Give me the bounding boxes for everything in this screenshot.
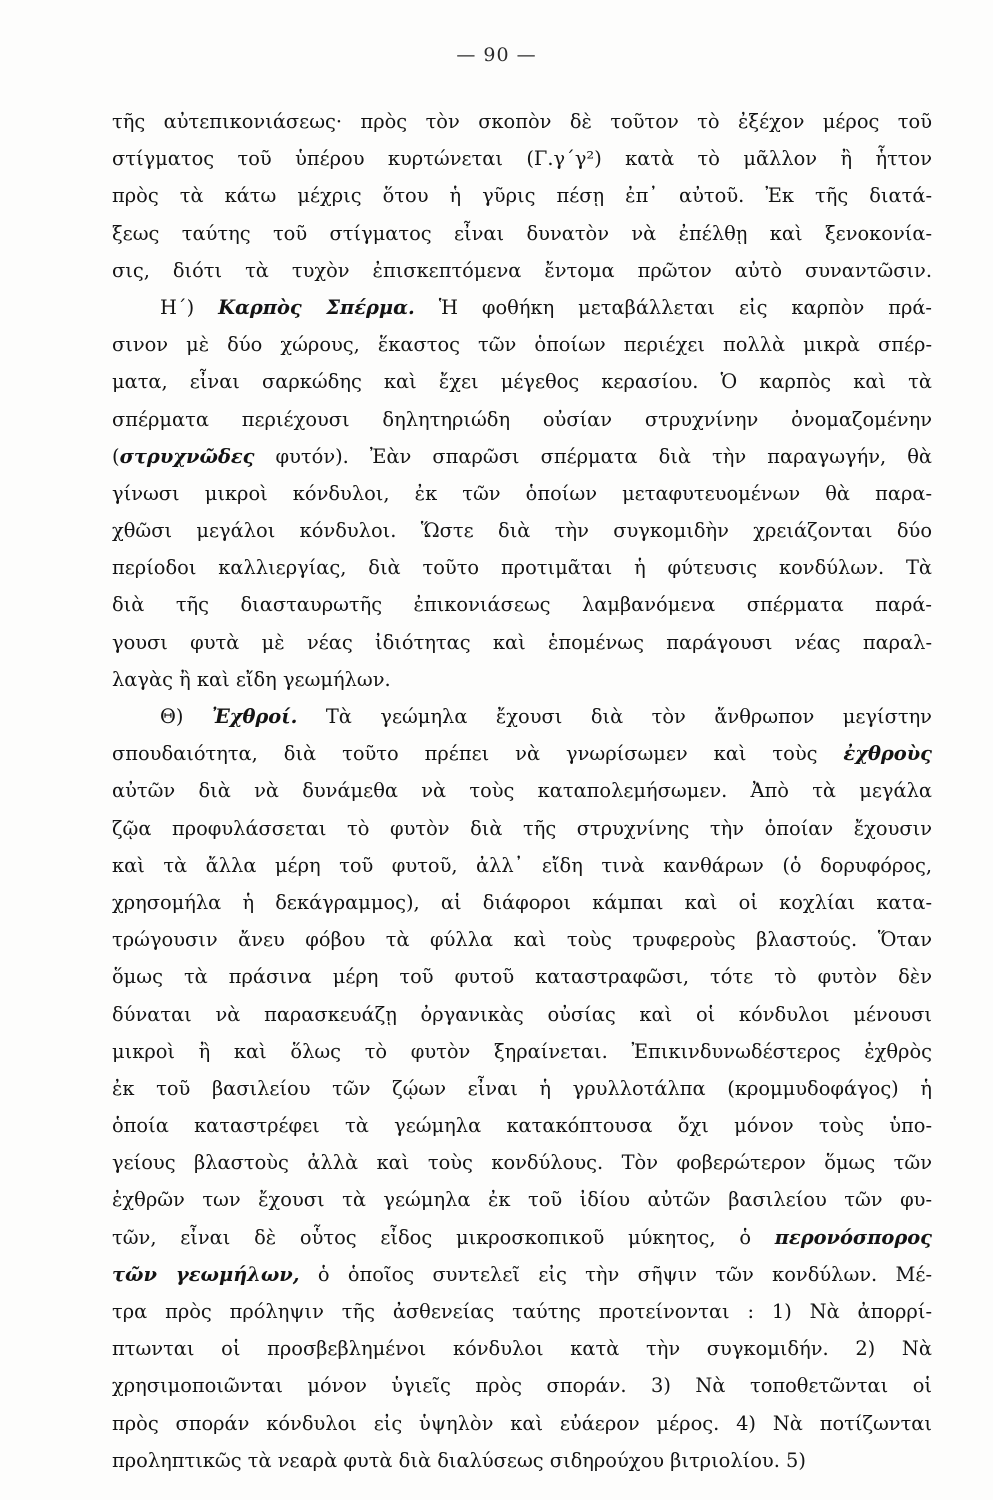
text-run: (	[112, 444, 120, 468]
text-run: ὁποία καταστρέφει τὰ γεώμηλα κατακόπτουσα ὄχι μόνον τοὺς ὑπο-	[112, 1114, 932, 1138]
text-line	[112, 549, 932, 586]
text-line	[112, 1405, 932, 1442]
text-line	[112, 401, 932, 438]
text-line	[112, 363, 932, 400]
text-line	[112, 177, 932, 214]
text-line	[112, 289, 932, 326]
text-line	[112, 586, 932, 623]
text-run: χρησιμοποιῶνται μόνον ὑγιεῖς πρὸς σποράν. 3) Νὰ τοποθετῶνται οἱ	[112, 1374, 932, 1398]
text-line	[112, 140, 932, 177]
text-run: σπέρματα περιέχουσι δηλητηριώδη οὐσίαν στρυχνίνην ὀνομαζομένην	[112, 407, 932, 431]
text-line	[112, 512, 932, 549]
page-number: — 90 —	[456, 44, 537, 66]
text-line	[112, 1107, 932, 1144]
text-line	[112, 735, 932, 772]
text-run: σινον μὲ δύο χώρους, ἕκαστος τῶν ὁποίων περιέχει πολλὰ μικρὰ σπέρ-	[112, 333, 932, 357]
text-run: Ἡ φοθήκη μεταβάλλεται εἰς καρπὸν πρά-	[414, 295, 932, 319]
text-run: ὁ ὁποῖος συντελεῖ εἰς τὴν σῆψιν τῶν κονδύλων. Μέ-	[299, 1262, 932, 1286]
emphasized-term: στρυχνῶδες	[119, 444, 255, 468]
text-line	[112, 1367, 932, 1404]
text-run: λαγὰς ἢ καὶ εἴδη γεωμήλων.	[112, 667, 391, 691]
body-text	[112, 103, 932, 1479]
text-run: μικροὶ ἢ καὶ ὅλως τὸ φυτὸν ξηραίνεται. Ἐπικινδυνωδέστερος ἐχθρὸς	[112, 1039, 932, 1063]
text-run: ζῷα προφυλάσσεται τὸ φυτὸν διὰ τῆς στρυχνίνης τὴν ὁποίαν ἔχουσιν	[112, 816, 932, 840]
text-line	[112, 438, 932, 475]
text-run: χρησομήλα ἡ δεκάγραμμος), αἱ διάφοροι κάμπαι καὶ οἱ κοχλίαι κατα-	[112, 890, 932, 914]
text-line	[112, 326, 932, 363]
text-line	[112, 996, 932, 1033]
text-run: ἐκ τοῦ βασιλείου τῶν ζῴων εἶναι ἡ γρυλλοτάλπα (κρομμυδοφάγος) ἡ	[112, 1076, 932, 1100]
text-run: γείους βλαστοὺς ἀλλὰ καὶ τοὺς κονδύλους. Τὸν φοβερώτερον ὅμως τῶν	[112, 1151, 932, 1175]
text-line	[112, 215, 932, 252]
text-line	[112, 252, 932, 289]
text-run: δύναται νὰ παρασκευάζῃ ὀργανικὰς οὐσίας καὶ οἱ κόνδυλοι μένουσι	[112, 1002, 932, 1026]
text-line	[112, 1293, 932, 1330]
text-run: τρα πρὸς πρόληψιν τῆς ἀσθενείας ταύτης προτείνονται : 1) Νὰ ἀπορρί-	[112, 1300, 932, 1323]
text-run: στίγματος τοῦ ὑπέρου κυρτώνεται (Γ.γ΄γ²) κατὰ τὸ μᾶλλον ἢ ἧττον	[112, 147, 932, 171]
text-run: καὶ τὰ ἄλλα μέρη τοῦ φυτοῦ, ἀλλ᾽ εἴδη τινὰ κανθάρων (ὁ δορυφόρος,	[112, 853, 932, 877]
text-line	[112, 624, 932, 661]
text-run: γουσι φυτὰ μὲ νέας ἰδιότητας καὶ ἑπομένως παράγουσι νέας παραλ-	[112, 630, 932, 654]
text-run: πρὸς σποράν κόνδυλοι εἰς ὑψηλὸν καὶ εὐάερον μέρος. 4) Νὰ ποτίζωνται	[112, 1411, 932, 1435]
text-line	[112, 884, 932, 921]
text-run: ὅμως τὰ πράσινα μέρη τοῦ φυτοῦ καταστραφῶσι, τότε τὸ φυτὸν δὲν	[112, 965, 932, 989]
emphasized-term: περονόσπορος	[774, 1225, 932, 1249]
text-run: πρὸς τὰ κάτω μέχρις ὅτου ἡ γῦρις πέσῃ ἐπ᾽ αὐτοῦ. Ἐκ τῆς διατά-	[112, 184, 932, 208]
text-run: ξεως ταύτης τοῦ στίγματος εἶναι δυνατὸν νὰ ἐπέλθῃ καὶ ξενοκονία-	[112, 221, 932, 245]
text-run: τῶν, εἶναι δὲ οὗτος εἶδος μικροσκοπικοῦ μύκητος, ὁ	[112, 1225, 775, 1249]
text-line	[112, 921, 932, 958]
text-run: τῆς αὐτεπικονιάσεως· πρὸς τὸν σκοπὸν δὲ τοῦτον τὸ ἐξέχον μέρος τοῦ	[112, 110, 932, 133]
text-line	[112, 1330, 932, 1367]
text-run: φυτόν). Ἐὰν σπαρῶσι σπέρματα διὰ τὴν παραγωγήν, θὰ	[254, 444, 932, 468]
text-line	[112, 475, 932, 512]
text-run: αὐτῶν διὰ νὰ δυνάμεθα νὰ τοὺς καταπολεμήσωμεν. Ἀπὸ τὰ μεγάλα	[112, 779, 932, 803]
text-line	[112, 1033, 932, 1070]
text-run: τρώγουσιν ἄνευ φόβου τὰ φύλλα καὶ τοὺς τρυφεροὺς βλαστούς. Ὅταν	[112, 928, 932, 952]
text-line	[112, 1144, 932, 1181]
text-run: γίνωσι μικροὶ κόνδυλοι, ἐκ τῶν ὁποίων μεταφυτευομένων θὰ παρα-	[112, 481, 932, 505]
text-line	[112, 661, 932, 698]
emphasized-term: Ἐχθροί.	[211, 705, 298, 728]
text-run: ἐχθρῶν των ἔχουσι τὰ γεώμηλα ἐκ τοῦ ἰδίου αὐτῶν βασιλείου τῶν φυ-	[112, 1188, 932, 1212]
text-line	[112, 1070, 932, 1107]
text-run: περίοδοι καλλιεργίας, διὰ τοῦτο προτιμᾶται ἡ φύτευσις κονδύλων. Τὰ	[112, 556, 932, 580]
text-run: πτωνται οἱ προσβεβλημένοι κόνδυλοι κατὰ τὴν συγκομιδήν. 2) Νὰ	[112, 1337, 932, 1361]
text-line	[112, 103, 932, 140]
emphasized-term: ἐχθροὺς	[843, 742, 932, 766]
text-line	[112, 810, 932, 847]
text-run: σπουδαιότητα, διὰ τοῦτο πρέπει νὰ γνωρίσωμεν καὶ τοὺς	[112, 742, 844, 766]
emphasized-term: τῶν γεωμήλων,	[112, 1262, 300, 1286]
text-run: χθῶσι μεγάλοι κόνδυλοι. Ὥστε διὰ τὴν συγκομιδὴν χρειάζονται δύο	[112, 519, 932, 543]
text-run: Η΄)	[160, 295, 219, 319]
text-run: σις, διότι τὰ τυχὸν ἐπισκεπτόμενα ἔντομα πρῶτον αὐτὸ συναντῶσιν.	[112, 258, 932, 282]
text-line	[112, 1219, 932, 1256]
text-line	[112, 772, 932, 809]
text-run: Θ)	[160, 705, 212, 728]
text-line	[112, 1442, 932, 1479]
text-line	[112, 698, 932, 735]
text-run: προληπτικῶς τὰ νεαρὰ φυτὰ διὰ διαλύσεως σιδηρούχου βιτριολίου. 5)	[112, 1448, 806, 1472]
text-line	[112, 958, 932, 995]
text-run: Τὰ γεώμηλα ἔχουσι διὰ τὸν ἄνθρωπον μεγίστην	[297, 705, 932, 728]
text-run: ματα, εἶναι σαρκώδης καὶ ἔχει μέγεθος κερασίου. Ὁ καρπὸς καὶ τὰ	[112, 370, 932, 394]
text-run: διὰ τῆς διασταυρωτῆς ἐπικονιάσεως λαμβανόμενα σπέρματα παρά-	[112, 593, 932, 617]
emphasized-term: Καρπὸς Σπέρμα.	[218, 295, 415, 319]
text-line	[112, 847, 932, 884]
text-line	[112, 1256, 932, 1293]
text-line	[112, 1181, 932, 1218]
